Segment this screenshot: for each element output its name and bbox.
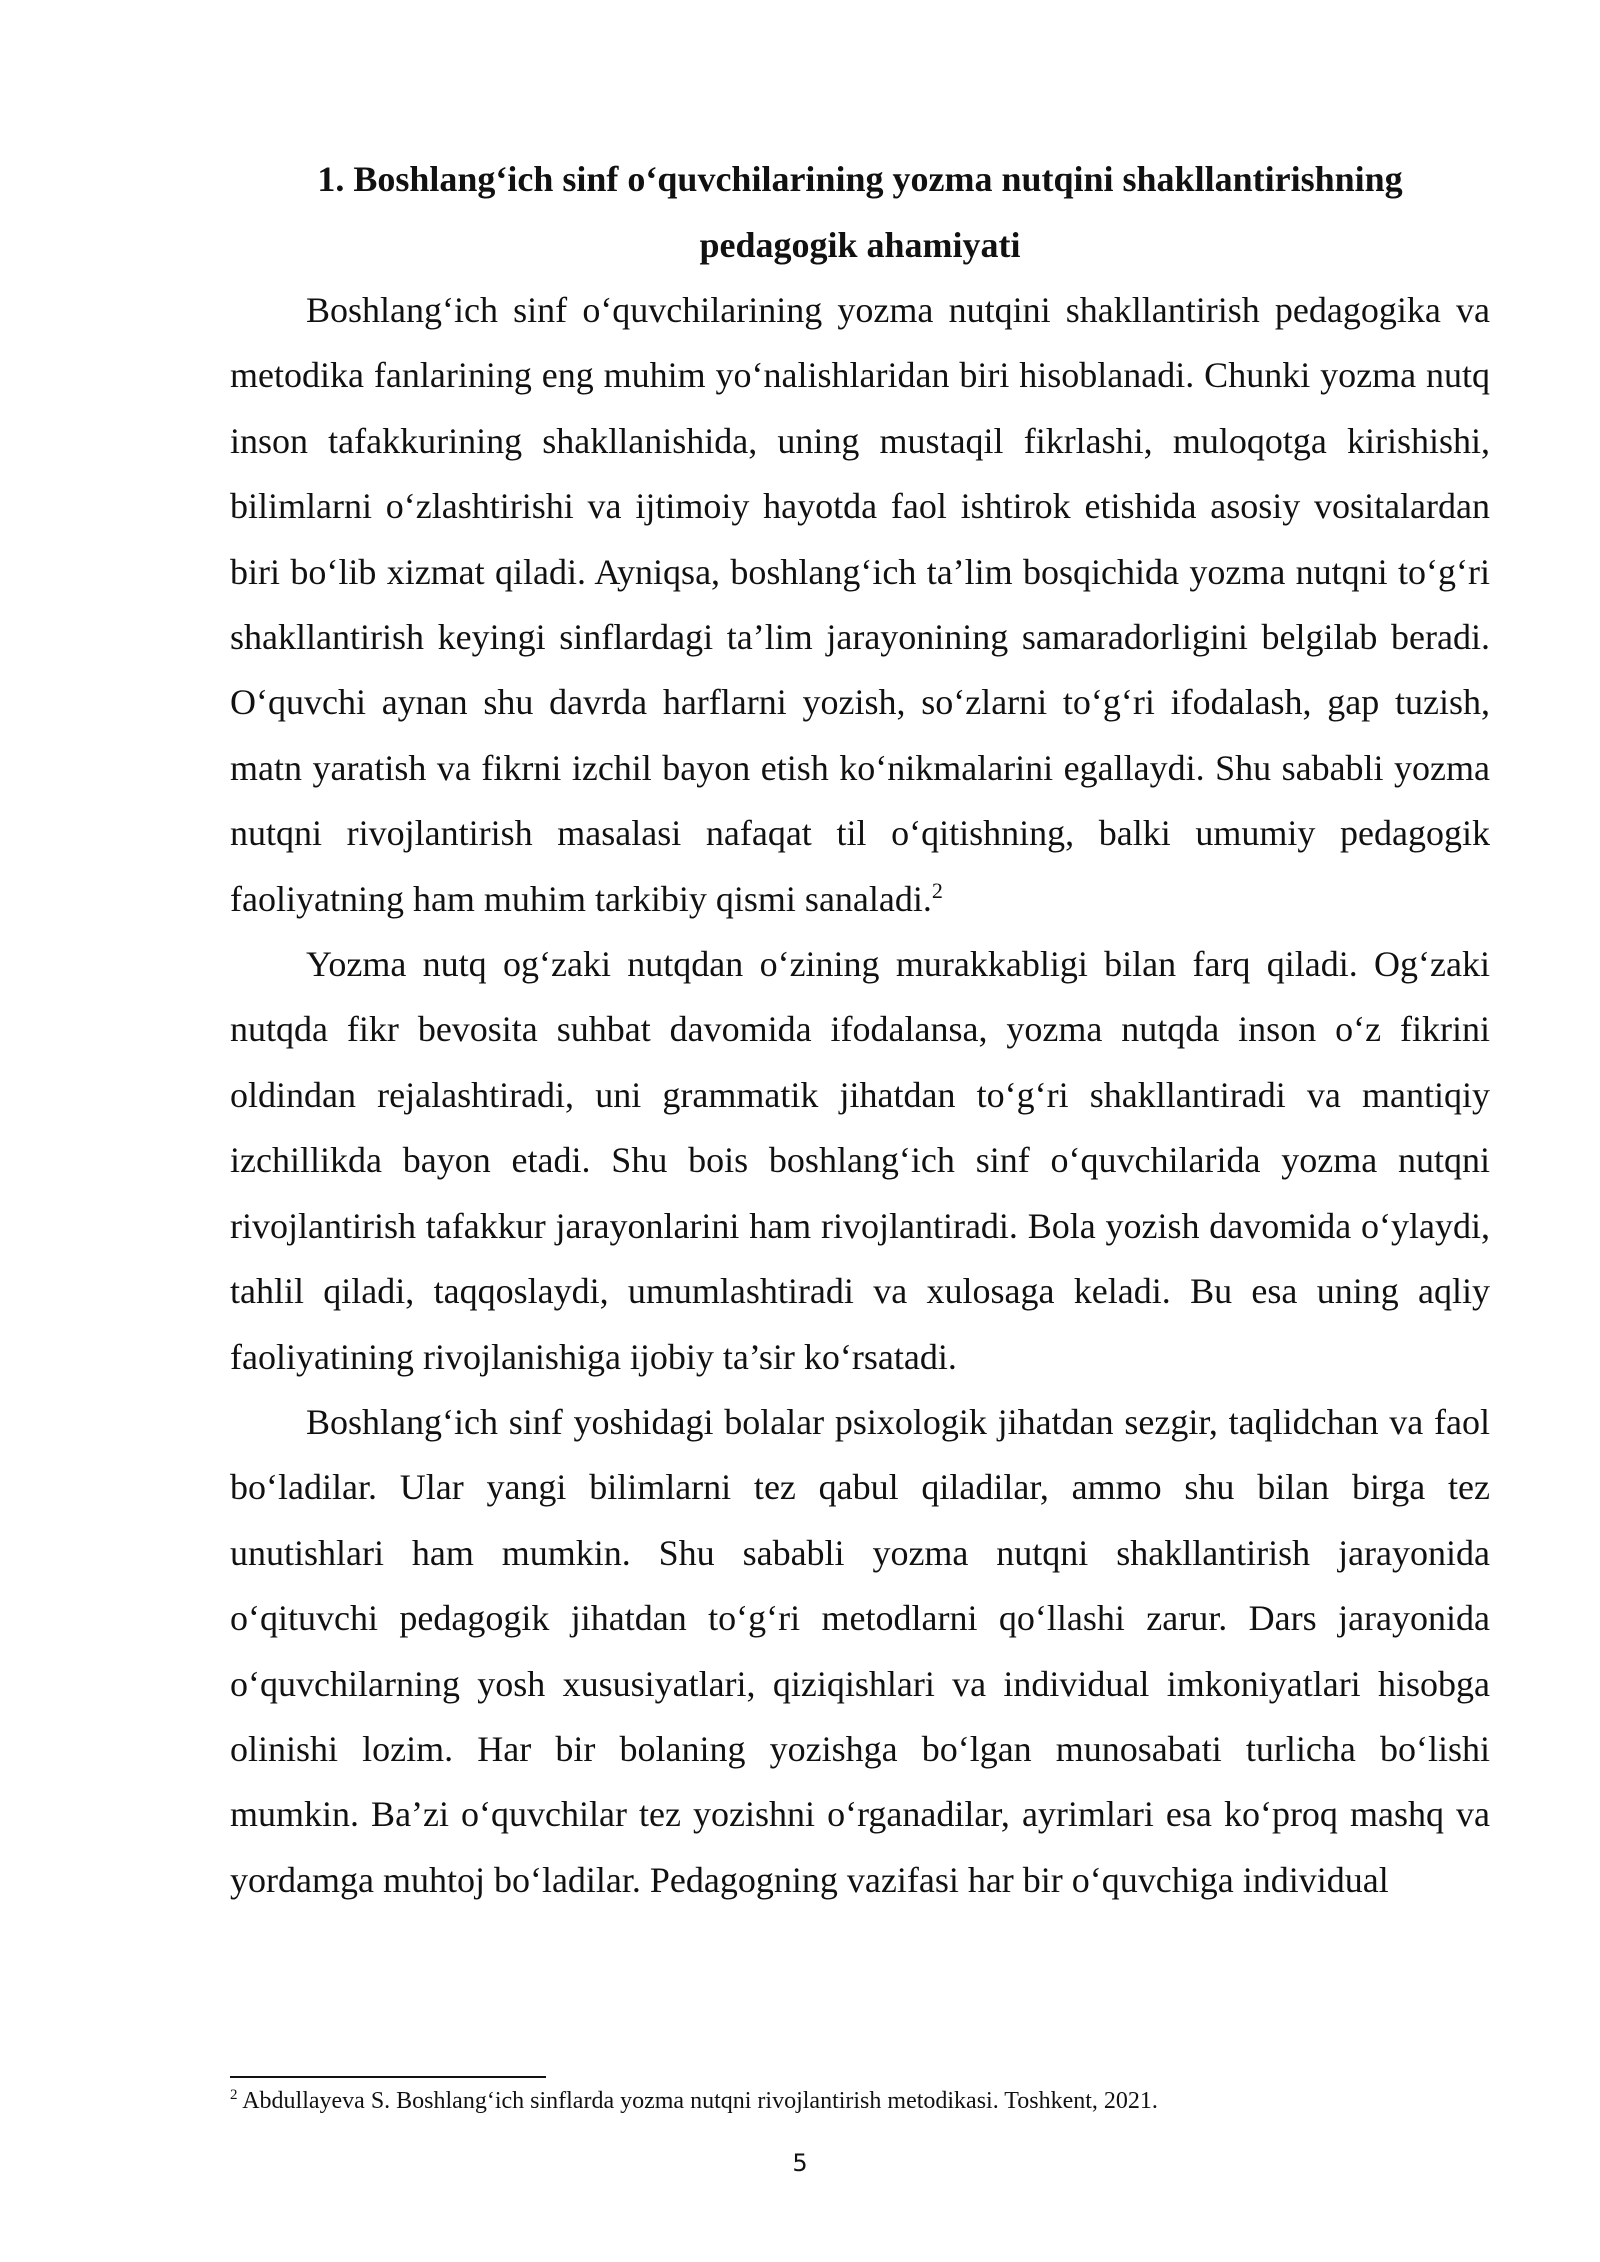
- section-title-line-2: pedagogik ahamiyati: [699, 225, 1021, 265]
- footnote-number: 2: [230, 2087, 238, 2103]
- footnote-text: Abdullayeva S. Boshlang‘ich sinflarda yozma nutqni rivojlantirish metodikasi. Toshkent, 2021.: [242, 2088, 1158, 2114]
- section-title-line-1: 1. Boshlang‘ich sinf o‘quvchilarining yozma nutqini shakllantirishning: [317, 159, 1403, 199]
- paragraph-3: Boshlang‘ich sinf yoshidagi bolalar psixologik jihatdan sezgir, taqlidchan va faol bo‘ladilar. Ular yangi bilimlarni tez qabul qiladilar, ammo shu bilan birga tez unutishlari ham mumkin. Shu sababli yozma nutqni shakllantirish jarayonida o‘qituvchi pedagogik jihatdan to‘g‘ri metodlarni qo‘llashi zarur. Dars jarayonida o‘quvchilarning yosh xususiyatlari, qiziqishlari va individual imkoniyatlari hisobga olinishi lozim. Har bir bolaning yozishga bo‘lgan munosabati turlicha bo‘lishi mumkin. Ba’zi o‘quvchilar tez yozishni o‘rganadilar, ayrimlari esa ko‘proq mashq va yordamga muhtoj bo‘ladilar. Pedagogning vazifasi har bir o‘quvchiga individual: [230, 1401, 1490, 1900]
- paragraph-2: Yozma nutq og‘zaki nutqdan o‘zining murakkabligi bilan farq qiladi. Og‘zaki nutqda fikr bevosita suhbat davomida ifodalansa, yozma nutqda inson o‘z fikrini oldindan rejalashtiradi, uni grammatik jihatdan to‘g‘ri shakllantiradi va mantiqiy izchillikda bayon etadi. Shu bois boshlang‘ich sinf o‘quvchilarida yozma nutqni rivojlantirish tafakkur jarayonlarini ham rivojlantiradi. Bola yozish davomida o‘ylaydi, tahlil qiladi, taqqoslaydi, umumlashtiradi va xulosaga keladi. Bu esa uning aqliy faoliyatining rivojlanishiga ijobiy ta’sir ko‘rsatadi.: [230, 944, 1490, 1377]
- footnote-reference[interactable]: 2: [931, 877, 943, 903]
- paragraph-1: [230, 278, 1490, 932]
- paragraph-1-text: Boshlang‘ich sinf o‘quvchilarining yozma nutqini shakllantirish pedagogika va metodika fanlarining eng muhim yo‘nalishlaridan biri hisoblanadi. Chunki yozma nutq inson tafakkurining shakllanishida, uning mustaqil fikrlashi, muloqotga kirishishi, bilimlarni o‘zlashtirishi va ijtimoiy hayotda faol ishtirok etishida asosiy vositalardan biri bo‘lib xizmat qiladi. Ayniqsa, boshlang‘ich ta’lim bosqichida yozma nutqni to‘g‘ri shakllantirish keyingi sinflardagi ta’lim jarayonining samaradorligini belgilab beradi. O‘quvchi aynan shu davrda harflarni yozish, so‘zlarni to‘g‘ri ifodalash, gap tuzish, matn yaratish va fikrni izchil bayon etish ko‘nikmalarini egallaydi. Shu sababli yozma nutqni rivojlantirish masalasi nafaqat til o‘qitishning, balki umumiy pedagogik faoliyatning ham muhim tarkibiy qismi sanaladi.: [230, 290, 1490, 919]
- page-body: [230, 146, 1490, 1913]
- page-number: 5: [792, 2149, 808, 2177]
- footnote-divider: [230, 2076, 546, 2078]
- section-title: [230, 146, 1490, 278]
- footnote: [230, 2084, 1490, 2118]
